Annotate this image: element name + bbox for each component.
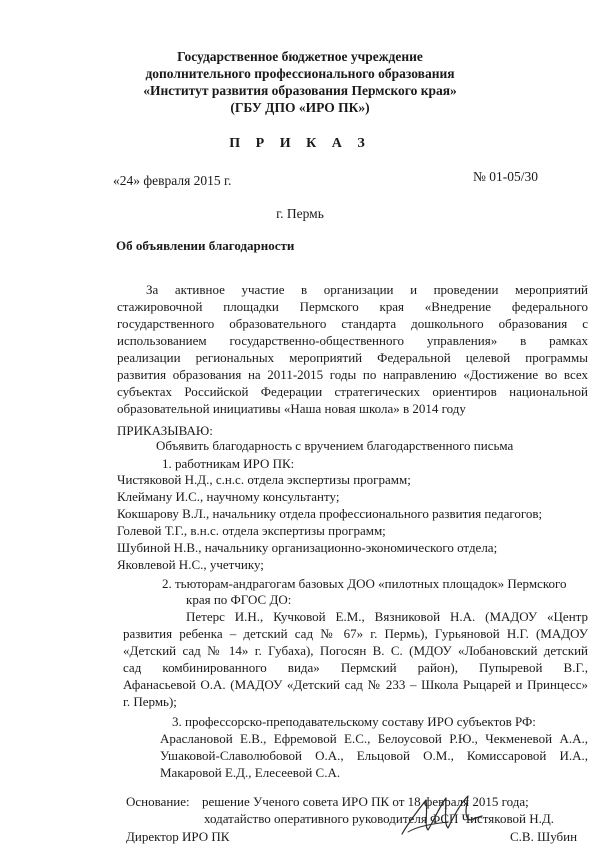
item-2-title-cont: края по ФГОС ДО: [186, 592, 292, 607]
list-line: Ушаковой-Славолюбовой О.А., Ельцовой О.М., Комиссаровой И.А., [160, 748, 588, 763]
list-line: «Детский сад № 14» г. Губаха), Погосян В. С. (МДОУ «Лобановский детский [123, 643, 588, 658]
paragraph-line: субъектах Российской Федерации стратегических ориентиров национальной [117, 384, 588, 399]
list-item: Яковлевой Н.С., учетчику; [117, 557, 264, 572]
paragraph-line: использованием государственно-общественного управления» в рамках [117, 333, 588, 348]
order-word: ПРИКАЗЫВАЮ: [117, 423, 213, 438]
order-city: г. Пермь [276, 206, 324, 221]
list-item: Чистяковой Н.Д., с.н.с. отдела экспертизы программ; [117, 472, 411, 487]
basis-line: решение Ученого совета ИРО ПК от 18 февраля 2015 года; [202, 794, 529, 809]
list-item: Кокшарову В.Л., начальнику отдела профессионального развития педагогов; [117, 506, 543, 521]
list-item: Клейману И.С., научному консультанту; [117, 489, 340, 504]
item-2-list [123, 608, 588, 710]
basis-line: ходатайство оперативного руководителя ФСП Чистяковой Н.Д. [204, 811, 554, 826]
signer-position: Директор ИРО ПК [126, 829, 230, 844]
list-item: Голевой Т.Г., в.н.с. отдела экспертизы программ; [117, 523, 386, 538]
signer-name: С.В. Шубин [510, 829, 578, 844]
list-line: развития ребенка – детский сад № 67» г. Пермь), Гурьяновой Н.Г. (МАДОУ [123, 626, 588, 641]
basis-label: Основание: [126, 794, 190, 809]
preamble-paragraph [117, 281, 588, 417]
document-title: П Р И К А З [229, 136, 371, 151]
header-line: «Институт развития образования Пермского края» [143, 83, 457, 98]
order-date: «24» февраля 2015 г. [113, 173, 232, 188]
header-line: (ГБУ ДПО «ИРО ПК») [230, 100, 370, 115]
item-1-list [117, 471, 588, 573]
paragraph-line: За активное участие в организации и проведении мероприятий [146, 282, 588, 297]
paragraph-line: стажировочной площадки Пермского края «Внедрение федерального [117, 299, 588, 314]
list-line: Петерс И.Н., Кучковой Е.М., Вязниковой Н.А. (МАДОУ «Центр [186, 609, 588, 624]
list-line: Афанасьевой О.А. (МАДОУ «Детский сад № 233 – Школа Рыцарей и Принцесс» [123, 677, 588, 692]
paragraph-line: развития образования на 2011-2015 годы по направлению «Достижение во всех [117, 367, 588, 382]
item-3-list [160, 730, 588, 781]
list-item: Шубиной Н.В., начальнику организационно-экономического отдела; [117, 540, 498, 555]
announce-line: Объявить благодарность с вручением благодарственного письма [156, 438, 514, 453]
item-1-title: 1. работникам ИРО ПК: [162, 456, 295, 471]
list-line: Араслановой Е.В., Ефремовой Е.С., Белоусовой Р.Ю., Чекменевой А.А., [160, 731, 588, 746]
header-line: Государственное бюджетное учреждение [177, 49, 423, 64]
list-line: Макаровой Е.Д., Елесеевой С.А. [160, 765, 341, 780]
handwritten-signature [398, 790, 484, 840]
paragraph-line: образовательной инициативы «Наша новая школа» в 2014 году [117, 401, 466, 416]
order-number: № 01-05/30 [472, 169, 538, 184]
item-3-title: 3. профессорско-преподавательскому составу ИРО субъектов РФ: [172, 714, 536, 729]
paragraph-line: реализации региональных мероприятий Федеральной целевой программы [117, 350, 588, 365]
order-subject: Об объявлении благодарности [116, 238, 295, 253]
organization-header [0, 48, 600, 116]
header-line: дополнительного профессионального образования [145, 66, 455, 81]
paragraph-line: государственного образовательного стандарта дошкольного образования с [117, 316, 588, 331]
item-2-title: 2. тьюторам-андрагогам базовых ДОО «пилотных площадок» Пермского [162, 576, 567, 591]
list-line: г. Пермь); [123, 694, 177, 709]
list-line: сад комбинированного вида» Пермский район), Пупыревой В.Г., [123, 660, 588, 675]
